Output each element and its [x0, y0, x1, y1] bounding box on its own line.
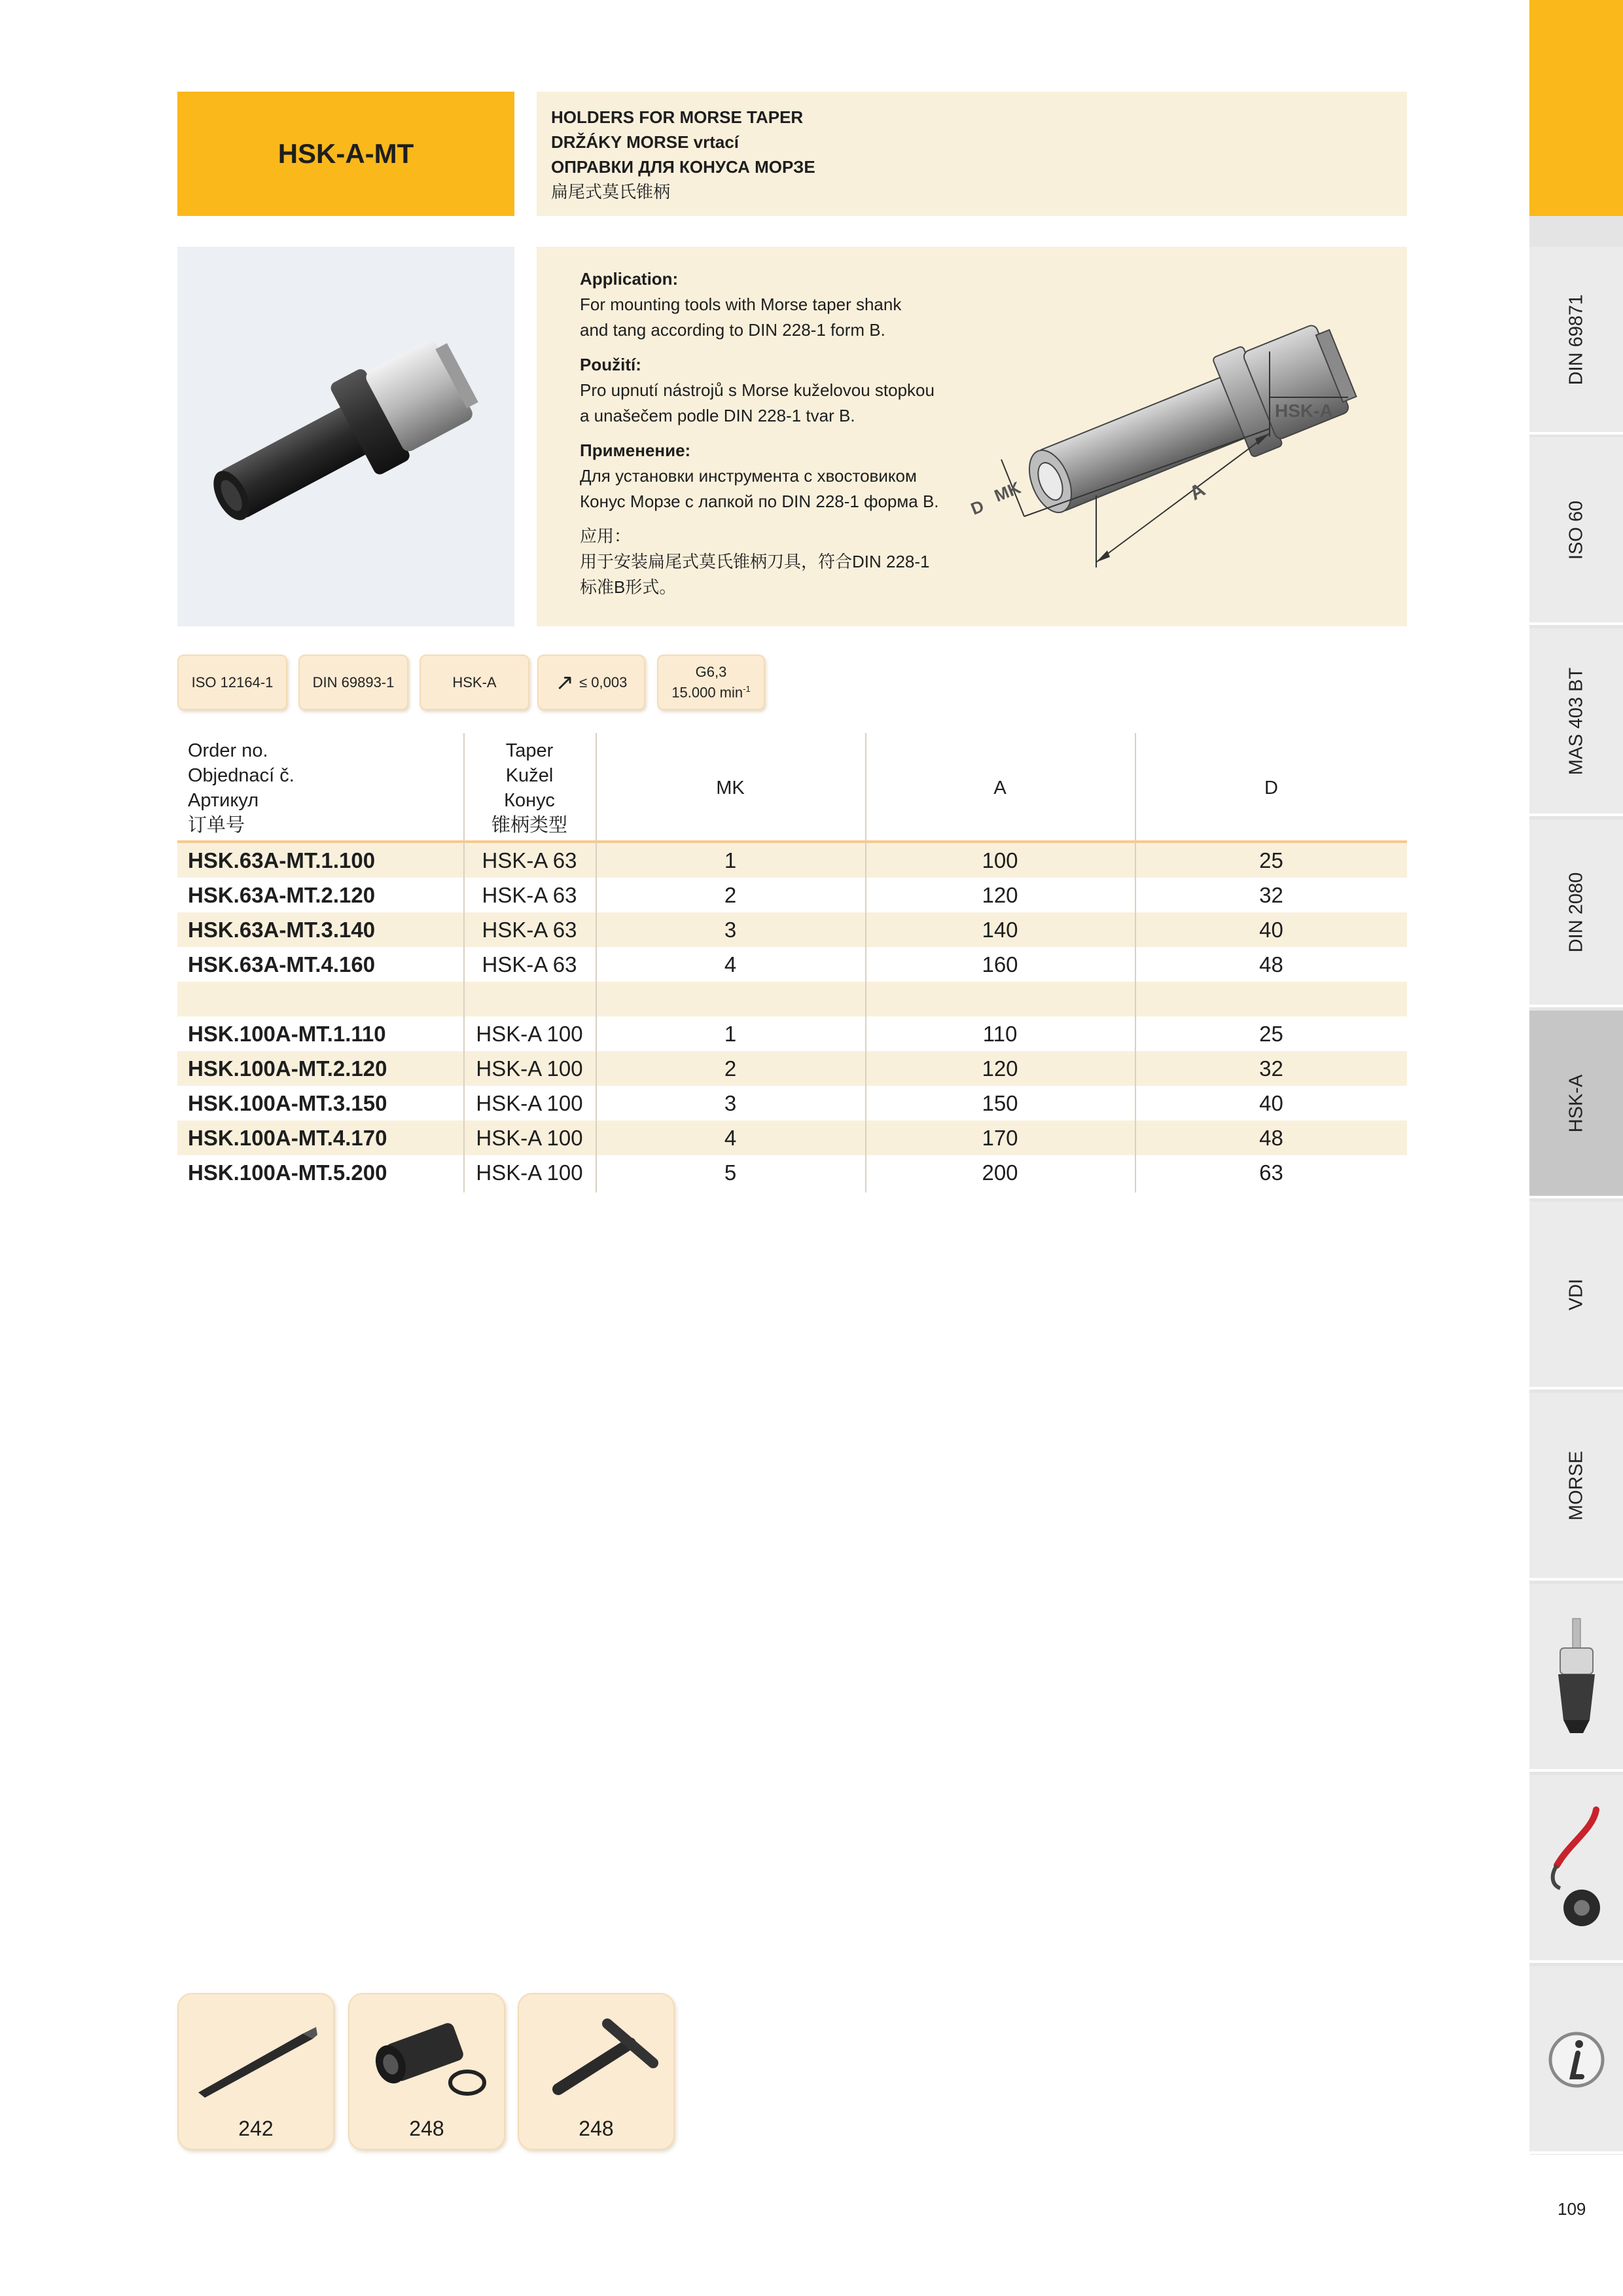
a-cell: 110 — [982, 1021, 1018, 1046]
subtitle-en: HOLDERS FOR MORSE TAPER — [551, 107, 804, 127]
header-d: D — [1264, 778, 1278, 798]
order-number — [188, 982, 463, 1016]
tab-iso-60[interactable] — [1529, 437, 1623, 625]
table-row — [177, 1016, 1407, 1051]
d-cell: 40 — [1259, 917, 1283, 942]
mk-cell: 4 — [724, 952, 737, 977]
tab-label: VDI — [1565, 1278, 1586, 1310]
application-text — [580, 266, 946, 609]
badge-balance — [657, 655, 765, 710]
application-block-ru — [580, 438, 946, 514]
application-block-en — [580, 266, 946, 343]
accessory-page: 248 — [579, 2117, 614, 2140]
application-line: 用于安装扁尾式莫氏锥柄刀具，符合DIN 228-1标准B形式。 — [580, 552, 930, 597]
column-divider — [865, 733, 866, 1193]
d-cell: 48 — [1259, 952, 1283, 977]
a-cell: 120 — [982, 882, 1018, 907]
application-heading: 应用： — [580, 526, 632, 546]
accessory-drift-key[interactable] — [177, 1993, 334, 2150]
badge-label: G6,3 — [695, 663, 727, 680]
badge-iso-standard — [177, 655, 287, 710]
tab-wrenches[interactable] — [1529, 1775, 1623, 1963]
column-divider — [1135, 733, 1136, 1193]
technical-drawing — [942, 260, 1400, 613]
taper-cell: HSK-A 100 — [476, 1090, 583, 1115]
t-wrench-icon — [532, 2007, 663, 2106]
badge-din-standard — [298, 655, 408, 710]
mk-cell: 1 — [724, 1021, 737, 1046]
a-cell: 160 — [982, 952, 1018, 977]
dim-d-label: D — [968, 495, 987, 519]
application-heading: Použití: — [580, 355, 641, 374]
order-number: HSK.100A-MT.5.200 — [188, 1160, 387, 1185]
a-cell: 150 — [982, 1090, 1018, 1115]
application-panel — [537, 247, 1407, 626]
a-cell: 170 — [982, 1125, 1018, 1150]
dim-a-label: A — [1186, 478, 1209, 505]
application-heading: Применение: — [580, 440, 691, 460]
d-cell: 25 — [1259, 1021, 1283, 1046]
product-table — [177, 733, 1407, 1190]
order-number: HSK.63A-MT.4.160 — [188, 952, 376, 977]
tab-mas-403-bt[interactable] — [1529, 628, 1623, 816]
application-line: Для установки инструмента с хвостовиком — [580, 466, 917, 486]
mk-cell: 2 — [724, 1056, 737, 1081]
subtitle-ru: ОПРАВКИ ДЛЯ КОНУСА МОРЗЕ — [551, 157, 815, 177]
table-row — [177, 1121, 1407, 1155]
tab-drill-chucks[interactable] — [1529, 1584, 1623, 1772]
header-label: 订单号 — [188, 815, 245, 836]
subtitle-cz: DRŽÁKY MORSE vrtací — [551, 132, 740, 152]
badge-label: HSK-A — [452, 673, 497, 691]
taper-cell: HSK-A 100 — [476, 1125, 583, 1150]
drift-key-icon — [192, 2007, 323, 2106]
runout-arrow-icon: ↗ — [555, 670, 575, 695]
application-heading: Application: — [580, 269, 679, 289]
tab-vdi[interactable] — [1529, 1202, 1623, 1390]
side-accent-bar — [1529, 0, 1623, 216]
tab-info[interactable] — [1529, 1966, 1623, 2154]
table-row — [177, 843, 1407, 878]
d-cell: 63 — [1259, 1160, 1283, 1185]
column-divider — [596, 733, 597, 1193]
table-row — [177, 912, 1407, 947]
badge-label — [671, 681, 750, 701]
a-cell: 100 — [982, 848, 1018, 872]
tab-label: DIN 2080 — [1565, 872, 1586, 952]
tab-label: MAS 403 BT — [1565, 667, 1586, 775]
application-line: a unašečem podle DIN 228-1 tvar B. — [580, 406, 855, 425]
tab-morse[interactable] — [1529, 1393, 1623, 1581]
order-number: HSK.100A-MT.3.150 — [188, 1090, 387, 1115]
table-row — [177, 1155, 1407, 1190]
d-cell: 32 — [1259, 882, 1283, 907]
header-label: Order no. — [188, 740, 268, 761]
order-number: HSK.63A-MT.3.140 — [188, 917, 376, 942]
table-row — [177, 1086, 1407, 1121]
d-cell: 40 — [1259, 1090, 1283, 1115]
header-label: Артикул — [188, 790, 259, 811]
d-cell: 48 — [1259, 1125, 1283, 1150]
application-line: Pro upnutí nástrojů s Morse kuželovou stopkou — [580, 380, 935, 400]
tab-label: ISO 60 — [1565, 500, 1586, 560]
subtitle-panel — [537, 92, 1407, 216]
d-cell: 32 — [1259, 1056, 1283, 1081]
taper-cell: HSK-A 100 — [476, 1160, 583, 1185]
accessory-t-wrench[interactable] — [518, 1993, 675, 2150]
taper-cell: HSK-A 100 — [476, 1056, 583, 1081]
badge-label: DIN 69893-1 — [312, 673, 395, 691]
accessory-page: 242 — [238, 2117, 274, 2140]
taper-cell: HSK-A 63 — [482, 917, 577, 942]
order-number: HSK.100A-MT.4.170 — [188, 1125, 387, 1150]
tab-label: HSK-A — [1565, 1074, 1586, 1132]
product-photo — [177, 247, 514, 626]
page-number: 109 — [1558, 2199, 1586, 2219]
order-number: HSK.63A-MT.1.100 — [188, 848, 376, 872]
application-line: and tang according to DIN 228-1 form B. — [580, 320, 885, 340]
header-label: 锥柄类型 — [491, 815, 567, 836]
tab-hsk-a[interactable] — [1529, 1011, 1623, 1198]
tab-din-2080[interactable] — [1529, 819, 1623, 1007]
table-row — [177, 878, 1407, 912]
taper-cell: HSK-A 63 — [482, 848, 577, 872]
mk-cell: 3 — [724, 917, 737, 942]
d-cell: 25 — [1259, 848, 1283, 872]
badge-hsk-type — [419, 655, 529, 710]
tab-label: DIN 69871 — [1565, 294, 1586, 385]
table-row — [177, 947, 1407, 982]
table-header — [177, 733, 1407, 843]
accessory-sleeve-ring[interactable] — [348, 1993, 505, 2150]
a-cell: 140 — [982, 917, 1018, 942]
a-cell: 120 — [982, 1056, 1018, 1081]
badge-sup: -1 — [743, 683, 751, 694]
table-row-spacer — [177, 982, 1407, 1016]
order-number: HSK.63A-MT.2.120 — [188, 882, 376, 907]
header-label: Objednací č. — [188, 765, 294, 786]
order-number: HSK.100A-MT.1.110 — [188, 1021, 386, 1046]
mk-cell: 2 — [724, 882, 737, 907]
mk-cell: 4 — [724, 1125, 737, 1150]
table-row — [177, 1051, 1407, 1086]
taper-cell: HSK-A 63 — [482, 952, 577, 977]
dim-mk-label: MK — [991, 477, 1024, 506]
header-label: Конус — [504, 790, 555, 811]
hsk-callout: HSK-A — [1275, 401, 1333, 421]
badge-label: ISO 12164-1 — [191, 673, 274, 691]
column-divider — [463, 733, 465, 1193]
taper-cell: HSK-A 100 — [476, 1021, 583, 1046]
sleeve-ring-icon — [363, 2007, 493, 2106]
header-order — [188, 733, 463, 843]
taper-cell: HSK-A 63 — [482, 882, 577, 907]
application-block-cz — [580, 352, 946, 429]
a-cell: 200 — [982, 1160, 1018, 1185]
subtitle-cn: 扁尾式莫氏锥柄 — [551, 182, 671, 202]
header-a: A — [993, 778, 1007, 798]
mk-cell: 3 — [724, 1090, 737, 1115]
mk-cell: 1 — [724, 848, 737, 872]
order-number: HSK.100A-MT.2.120 — [188, 1056, 387, 1081]
header-taper — [464, 733, 595, 843]
badge-label: ≤ 0,003 — [579, 673, 628, 691]
application-line: For mounting tools with Morse taper shank — [580, 295, 902, 314]
application-block-cn — [580, 524, 946, 600]
page-title: HSK-A-MT — [177, 92, 514, 216]
application-line: Конус Морзе с лапкой по DIN 228-1 форма B. — [580, 492, 939, 511]
info-icon — [1544, 1994, 1609, 2125]
badge-rpm: 15.000 min — [671, 684, 743, 701]
holder-photo-icon — [177, 247, 514, 626]
accessory-page: 248 — [409, 2117, 444, 2140]
tab-din-69871[interactable] — [1529, 247, 1623, 435]
badge-runout — [537, 655, 645, 710]
mk-cell: 5 — [724, 1160, 737, 1185]
hook-wrench-icon — [1544, 1803, 1609, 1934]
header-mk: MK — [716, 778, 745, 798]
tab-label: MORSE — [1565, 1450, 1586, 1520]
header-label: Taper — [505, 740, 554, 761]
drill-chuck-icon — [1544, 1612, 1609, 1743]
header-label: Kužel — [505, 765, 554, 786]
